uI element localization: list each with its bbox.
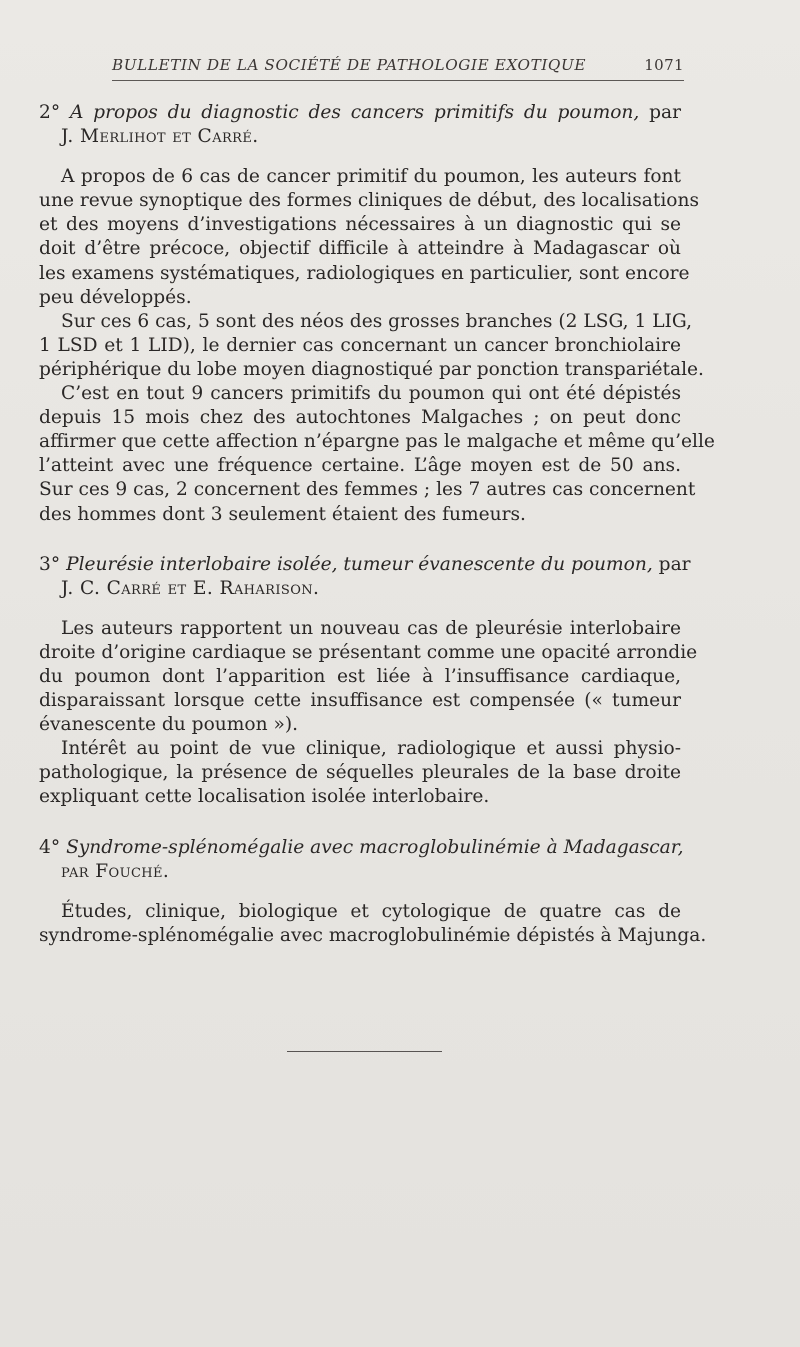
paragraph <box>39 900 707 948</box>
text-line: disparaissant lorsque cette insuffisance est compensée (« tumeur <box>39 690 681 712</box>
article-body <box>39 101 715 948</box>
text-line: depuis 15 mois chez des autochtones Malgaches ; on peut donc <box>39 407 681 429</box>
section-4 <box>39 836 707 948</box>
text-line: des hommes dont 3 seulement étaient des fumeurs. <box>39 503 526 525</box>
section-heading <box>39 836 684 884</box>
section-heading <box>39 553 691 601</box>
text-line: périphérique du lobe moyen diagnostiqué par ponction transpariétale. <box>39 358 704 380</box>
section-authors: J. Merlihot et Carré. <box>61 126 259 148</box>
section-number: 4° <box>39 836 61 858</box>
text-line: Les auteurs rapportent un nouveau cas de pleurésie interlobaire <box>61 617 681 639</box>
text-line: les examens systématiques, radiologiques en particulier, sont encore <box>39 262 690 284</box>
section-authors: par Fouché. <box>61 860 170 882</box>
text-line: A propos de 6 cas de cancer primitif du poumon, les auteurs font <box>61 166 681 188</box>
section-authors: J. C. Carré et E. Raharison. <box>61 577 320 599</box>
text-line: Sur ces 6 cas, 5 sont des néos des grosses branches (2 LSG, 1 LIG, <box>61 310 693 332</box>
section-number: 3° <box>39 553 61 575</box>
heading-line <box>39 553 691 577</box>
section-3 <box>39 553 698 810</box>
section-number: 2° <box>39 102 61 123</box>
text-line: syndrome-splénomégalie avec macroglobulinémie dépistés à Majunga. <box>39 924 707 946</box>
text-line: peu développés. <box>39 286 192 308</box>
text-line: Études, clinique, biologique et cytologique de quatre cas de <box>61 900 681 922</box>
heading-line <box>39 101 681 125</box>
text-line: Sur ces 9 cas, 2 concernent des femmes ; les 7 autres cas concernent <box>39 479 696 501</box>
heading-line <box>39 836 684 860</box>
text-line: une revue synoptique des formes cliniques de début, des localisations <box>39 190 699 212</box>
end-rule <box>287 1051 442 1052</box>
paragraph <box>39 310 704 382</box>
text-line: expliquant cette localisation isolée interlobaire. <box>39 786 490 808</box>
text-line: C’est en tout 9 cancers primitifs du poumon qui ont été dépistés <box>61 383 681 405</box>
journal-title: BULLETIN DE LA SOCIÉTÉ DE PATHOLOGIE EXOTIQUE <box>112 56 587 74</box>
section-by: par <box>649 102 681 123</box>
text-line: du poumon dont l’apparition est liée à l’insuffisance cardiaque, <box>39 665 681 687</box>
section-heading <box>39 101 681 149</box>
text-line: 1 LSD et 1 LID), le dernier cas concernant un cancer bronchiolaire <box>39 334 681 356</box>
text-line: l’atteint avec une fréquence certaine. L’âge moyen est de 50 ans. <box>39 455 681 477</box>
running-head <box>112 56 684 81</box>
text-line: et des moyens d’investigations nécessaires à un diagnostic qui se <box>39 214 681 236</box>
section-title: Syndrome-splénomégalie avec macroglobulinémie à Madagascar, <box>66 836 684 858</box>
text-line: évanescente du poumon »). <box>39 714 299 736</box>
section-title: A propos du diagnostic des cancers primitifs du poumon, <box>69 102 640 123</box>
page-number: 1071 <box>644 56 684 74</box>
paragraph <box>39 165 699 310</box>
paragraph <box>39 382 715 527</box>
text-line: doit d’être précoce, objectif difficile à atteindre à Madagascar où <box>39 238 681 260</box>
section-title: Pleurésie interlobaire isolée, tumeur évanescente du poumon, <box>66 553 653 575</box>
text-line: Intérêt au point de vue clinique, radiologique et aussi physio- <box>61 738 681 760</box>
text-line: affirmer que cette affection n’épargne pas le malgache et même qu’elle <box>39 431 715 453</box>
section-2 <box>39 101 715 527</box>
text-line: pathologique, la présence de séquelles pleurales de la base droite <box>39 762 681 784</box>
paragraph <box>39 737 681 809</box>
text-line: droite d’origine cardiaque se présentant comme une opacité arrondie <box>39 641 698 663</box>
paragraph <box>39 617 698 737</box>
section-by: par <box>658 553 691 575</box>
